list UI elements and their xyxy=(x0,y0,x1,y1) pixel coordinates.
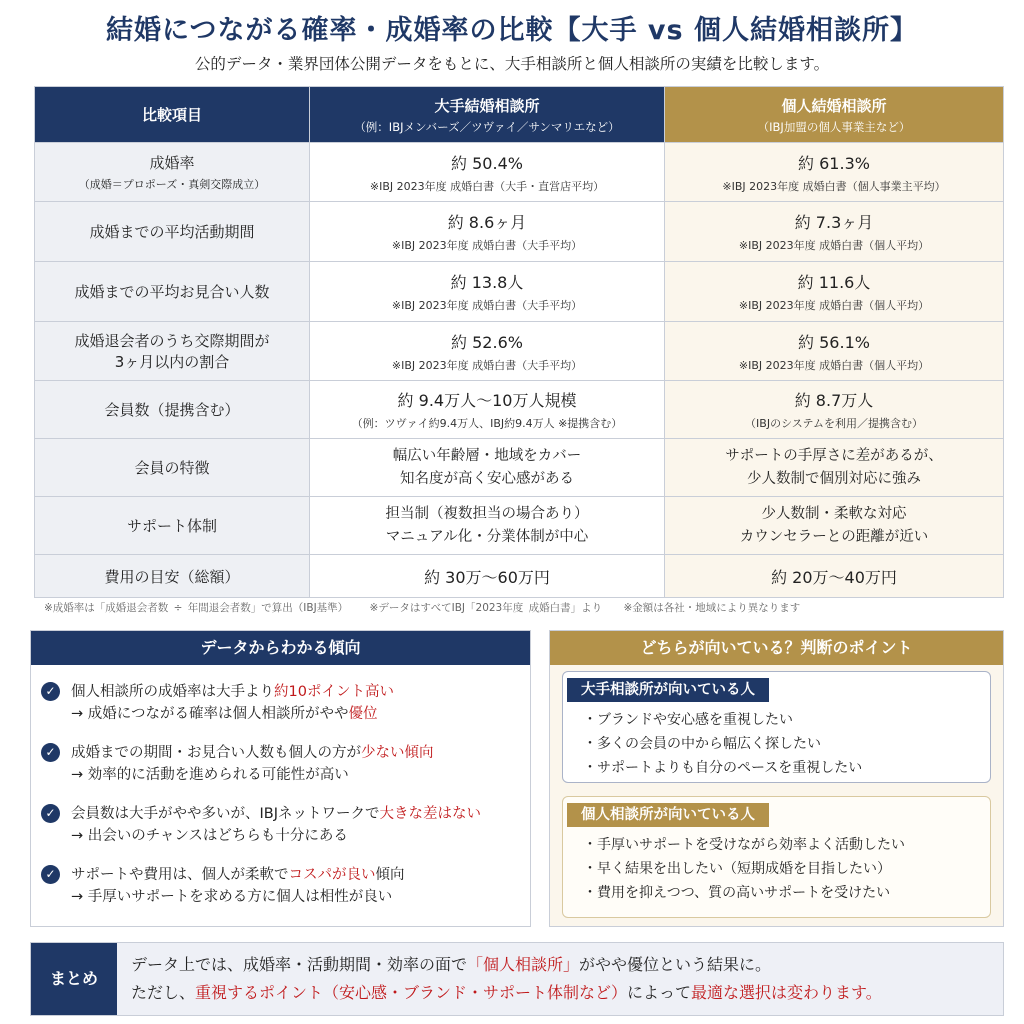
cell-value: 約 9.4万人～10万人規模 xyxy=(397,391,577,410)
trend-point-line2 xyxy=(41,703,526,725)
trend-point-line1 xyxy=(41,742,526,764)
check-circle-icon: ✓ xyxy=(41,743,60,762)
cell-line: 少人数制で個別対応に強み xyxy=(747,470,921,487)
summary-highlight: 重視するポイント（安心感・ブランド・サポート体制など） xyxy=(195,983,628,1002)
table-row xyxy=(35,262,1004,322)
cell-line: 少人数制・柔軟な対応 xyxy=(761,505,907,522)
table-row xyxy=(35,143,1004,202)
header-big-sub: （例：IBJメンバーズ／ツヴァイ／サンマリエなど） xyxy=(354,119,620,134)
header-big xyxy=(310,87,665,143)
list-item: ・ サポートよりも自分のペースを重視したい xyxy=(583,756,990,780)
trend-point-line1 xyxy=(41,681,526,703)
big-suited-box xyxy=(562,671,991,783)
table-row xyxy=(35,202,1004,262)
cell-value: 約 13.8人 xyxy=(450,273,524,292)
trend-highlight: 約10ポイント高い xyxy=(274,684,394,700)
cell-note: ※IBJ 2023年度 成婚白書（大手・直営店平均） xyxy=(369,179,605,193)
comparison-table xyxy=(34,86,1004,598)
table-row xyxy=(35,555,1004,598)
cell-ind xyxy=(665,262,1004,322)
cell-big xyxy=(310,439,665,497)
row-label-text: 成婚退会者のうち交際期間が xyxy=(74,332,270,350)
page-subtitle: 公的データ・業界団体公開データをもとに、大手相談所と個人相談所の実績を比較します。 xyxy=(194,55,830,73)
header-ind-label: 個人結婚相談所 xyxy=(781,96,887,115)
header-item-label: 比較項目 xyxy=(141,106,202,124)
cell-note: （例：ツヴァイ約9.4万人、IBJ約9.4万人 ※提携含む） xyxy=(351,417,623,430)
trend-highlight: 大きな差はない xyxy=(379,806,481,822)
cell-value: 約 52.6% xyxy=(451,332,523,352)
trend-point xyxy=(41,742,526,786)
trend-highlight: 少ない傾向 xyxy=(361,745,434,761)
ind-suited-label: 個人相談所が向いている人 xyxy=(567,803,769,827)
summary-tag: まとめ xyxy=(31,943,117,1015)
cell-ind xyxy=(665,439,1004,497)
check-circle-icon: ✓ xyxy=(41,865,60,884)
table-row xyxy=(35,439,1004,497)
cell-note: ※IBJ 2023年度 成婚白書（個人事業主平均） xyxy=(722,179,946,193)
row-label-text: 成婚までの平均お見合い人数 xyxy=(74,283,270,301)
cell-note: ※IBJ 2023年度 成婚白書（大手平均） xyxy=(391,358,583,372)
row-label xyxy=(35,262,310,322)
cell-big xyxy=(310,143,665,202)
trend-point xyxy=(41,803,526,847)
trend-text: 会員数は大手がやや多いが、IBJネットワークで xyxy=(71,806,380,822)
cell-note: ※IBJ 2023年度 成婚白書（個人平均） xyxy=(738,358,930,372)
cell-big xyxy=(310,381,665,439)
summary-text-part: がやや優位という結果に。 xyxy=(579,955,772,974)
judge-heading: どちらが向いている？判断のポイント xyxy=(550,631,1003,665)
list-item: ・ 費用を抑えつつ、質の高いサポートを受けたい xyxy=(583,881,990,905)
check-circle-icon: ✓ xyxy=(41,682,60,701)
footnote-2: ※データはすべてIBJ「2023年度 成婚白書」より xyxy=(369,602,603,614)
trend-point xyxy=(41,864,526,908)
trend-text: 成婚までの期間・お見合い人数も個人の方が xyxy=(71,745,361,761)
summary-text xyxy=(131,951,1001,1007)
list-item: ・ 早く結果を出したい（短期成婚を目指したい） xyxy=(583,857,990,881)
trend-text: サポートや費用は、個人が柔軟で xyxy=(71,867,289,883)
trend-panel xyxy=(30,630,531,927)
ind-suited-list xyxy=(563,833,990,905)
summary-highlight: 最適な選択は変わります。 xyxy=(691,983,882,1002)
row-label xyxy=(35,497,310,555)
trend-point-line1 xyxy=(41,803,526,825)
header-item xyxy=(35,87,310,143)
list-item: ・ 手厚いサポートを受けながら効率よく活動したい xyxy=(583,833,990,857)
list-item: ・ 多くの会員の中から幅広く探したい xyxy=(583,732,990,756)
cell-note: ※IBJ 2023年度 成婚白書（大手平均） xyxy=(391,239,583,252)
row-label xyxy=(35,555,310,598)
cell-note: ※IBJ 2023年度 成婚白書（個人平均） xyxy=(738,299,930,312)
trend-point-line2 xyxy=(41,825,526,847)
table-row xyxy=(35,497,1004,555)
cell-ind xyxy=(665,555,1004,598)
trend-highlight: 優位 xyxy=(348,706,378,722)
trend-highlight: コスパが良い xyxy=(288,867,376,883)
trend-text: → 出会いのチャンスはどちらも十分にある xyxy=(71,828,348,844)
header-ind xyxy=(665,87,1004,143)
trend-point-line2 xyxy=(41,886,526,908)
cell-line: 担当制（複数担当の場合あり） xyxy=(385,505,589,522)
cell-ind xyxy=(665,497,1004,555)
list-item: ・ ブランドや安心感を重視したい xyxy=(583,708,990,732)
cell-line: サポートの手厚さに差があるが、 xyxy=(725,447,943,464)
cell-value: 約 61.3% xyxy=(798,153,870,173)
footnote-1: ※成婚率は「成婚退会者数 ÷ 年間退会者数」で算出（IBJ基準） xyxy=(44,602,349,614)
cell-note: ※IBJ 2023年度 成婚白書（大手平均） xyxy=(391,299,583,312)
cell-ind xyxy=(665,381,1004,439)
cell-ind xyxy=(665,202,1004,262)
trend-text: → 効率的に活動を進められる可能性が高い xyxy=(71,767,349,783)
row-label-text: 成婚率 xyxy=(149,154,195,172)
cell-line: マニュアル化・分業体制が中心 xyxy=(385,528,589,545)
page-title: 結婚につながる確率・成婚率の比較【大手 vs 個人結婚相談所】 xyxy=(106,15,918,46)
cell-value: 約 30万～60万円 xyxy=(424,567,550,587)
summary-line2 xyxy=(131,979,1001,1007)
footnote-3: ※金額は各社・地域により異なります xyxy=(623,602,801,614)
row-label xyxy=(35,381,310,439)
table-row xyxy=(35,322,1004,381)
trend-text: 個人相談所の成婚率は大手より xyxy=(71,684,274,700)
trend-point-line1 xyxy=(41,864,526,886)
row-label xyxy=(35,202,310,262)
judge-panel xyxy=(549,630,1004,927)
cell-note: （IBJのシステムを利用／提携含む） xyxy=(745,417,923,430)
cell-value: 約 56.1% xyxy=(798,332,870,352)
row-label-text: 会員の特徴 xyxy=(134,459,210,477)
trend-point-line2 xyxy=(41,764,526,786)
table-header-row xyxy=(35,87,1004,143)
cell-big xyxy=(310,555,665,598)
cell-line: 幅広い年齢層・地域をカバー xyxy=(392,447,582,464)
cell-value: 約 8.7万人 xyxy=(794,391,874,410)
cell-big xyxy=(310,497,665,555)
check-circle-icon: ✓ xyxy=(41,804,60,823)
summary-text-part: データ上では、成婚率・活動期間・効率の面で xyxy=(131,955,468,974)
big-suited-label: 大手相談所が向いている人 xyxy=(567,678,769,702)
cell-line: カウンセラーとの距離が近い xyxy=(739,528,929,545)
cell-note: ※IBJ 2023年度 成婚白書（個人平均） xyxy=(738,239,930,252)
summary-text-part: ただし、 xyxy=(131,983,196,1002)
header-ind-sub: （IBJ加盟の個人事業主など） xyxy=(757,119,911,134)
summary-highlight: 「個人相談所」 xyxy=(467,955,580,974)
cell-ind xyxy=(665,322,1004,381)
summary-line1 xyxy=(131,951,1001,979)
row-label-text: サポート体制 xyxy=(126,517,217,535)
row-label xyxy=(35,322,310,381)
big-suited-list xyxy=(563,708,990,780)
summary-text-part: によって xyxy=(627,983,692,1002)
row-label-text: 会員数（提携含む） xyxy=(104,401,240,419)
trend-point xyxy=(41,681,526,725)
footnote xyxy=(44,600,1004,615)
cell-ind xyxy=(665,143,1004,202)
cell-line: 知名度が高く安心感がある xyxy=(400,470,574,487)
cell-value: 約 11.6人 xyxy=(797,273,871,292)
row-label xyxy=(35,143,310,202)
table-row xyxy=(35,381,1004,439)
cell-value: 約 20万～40万円 xyxy=(771,567,897,587)
cell-big xyxy=(310,202,665,262)
row-label-text-2: 3ヶ月以内の割合 xyxy=(114,353,230,371)
cell-value: 約 50.4% xyxy=(451,153,523,173)
row-label-text: 費用の目安（総額） xyxy=(104,567,240,586)
trend-text: → 手厚いサポートを求める方に個人は相性が良い xyxy=(71,889,393,905)
summary-box xyxy=(30,942,1004,1016)
trend-text: 傾向 xyxy=(375,867,405,883)
header-big-label: 大手結婚相談所 xyxy=(434,96,540,115)
cell-value: 約 8.6ヶ月 xyxy=(447,213,527,232)
row-label-text: 成婚までの平均活動期間 xyxy=(89,223,255,241)
trend-text: → 成婚につながる確率は個人相談所がやや xyxy=(71,706,349,722)
cell-big xyxy=(310,262,665,322)
row-label xyxy=(35,439,310,497)
cell-value: 約 7.3ヶ月 xyxy=(794,213,874,232)
ind-suited-box xyxy=(562,796,991,918)
cell-big xyxy=(310,322,665,381)
trend-heading: データからわかる傾向 xyxy=(31,631,530,665)
row-label-sub: （成婚＝プロポーズ・真剣交際成立） xyxy=(78,178,266,191)
